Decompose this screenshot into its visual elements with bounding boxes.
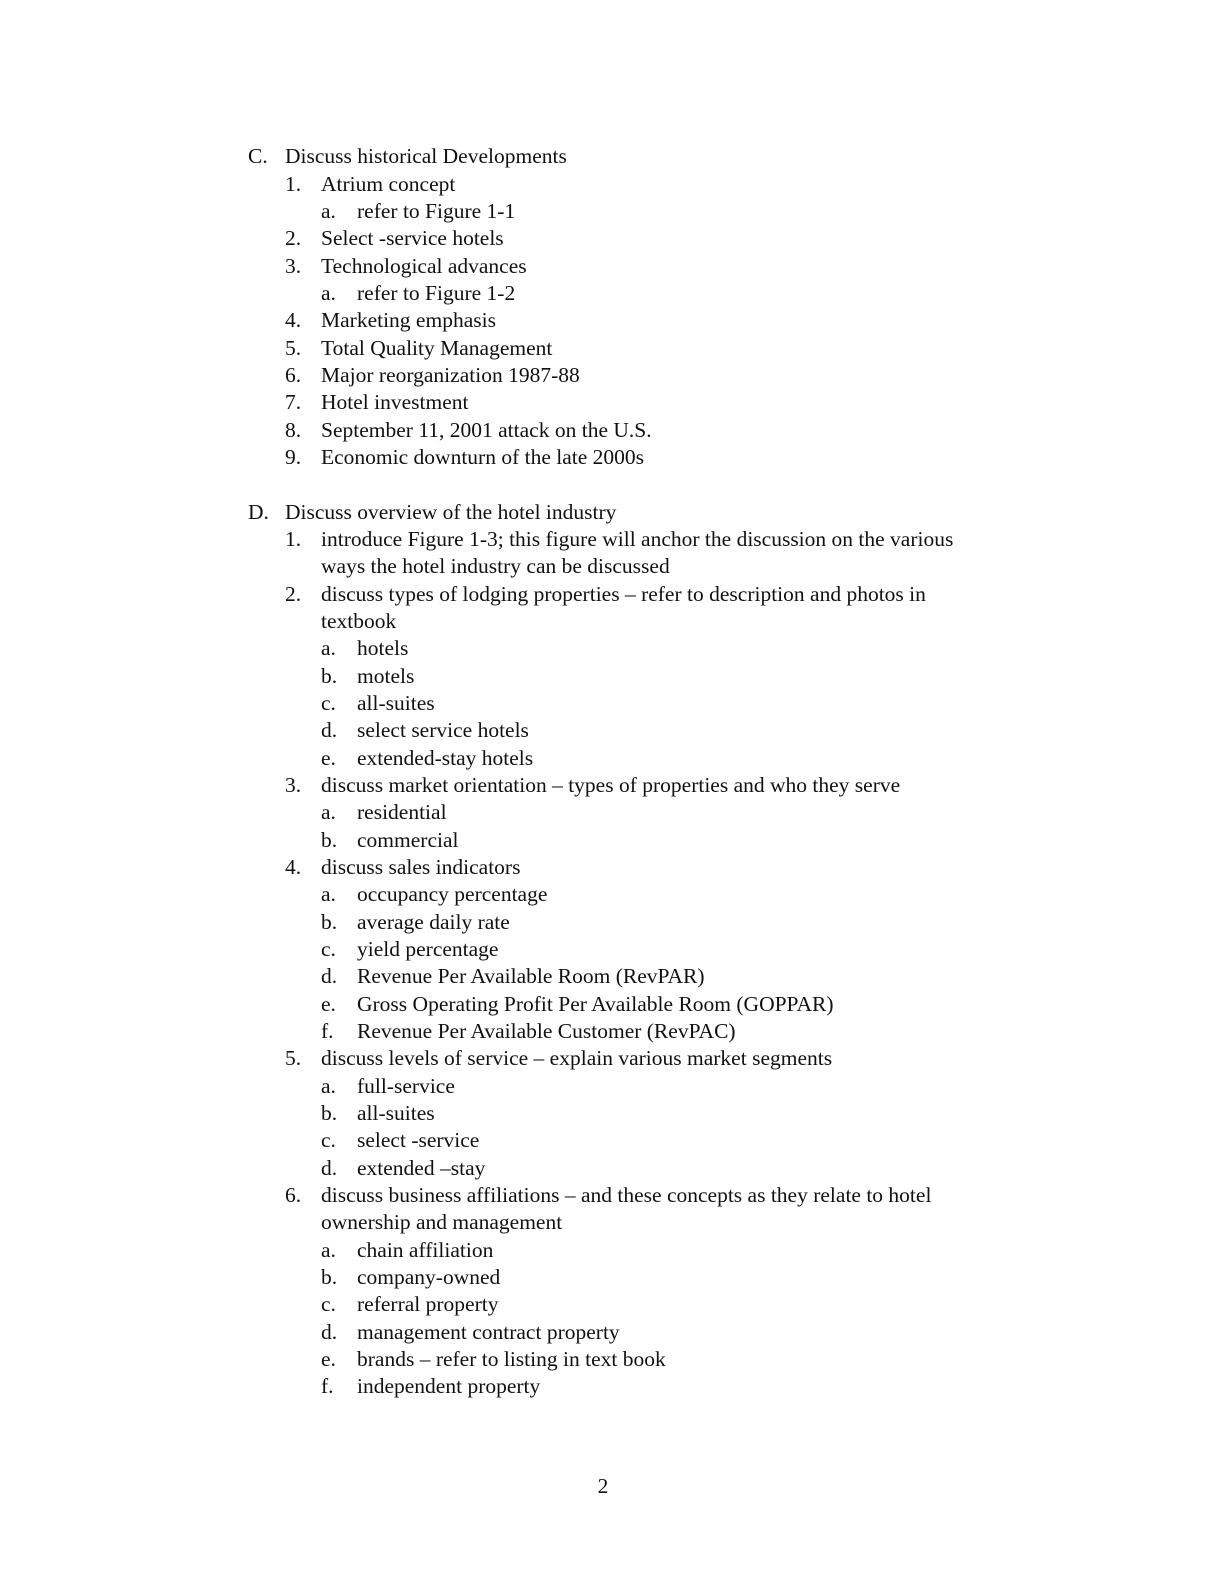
subitem-marker: e.	[321, 992, 336, 1016]
subitem-marker: b.	[321, 828, 338, 852]
subitem-text: hotels	[357, 636, 409, 660]
subitem-marker: a.	[321, 636, 336, 660]
subitem-marker: a.	[321, 281, 336, 305]
subitem-text: extended-stay hotels	[357, 746, 534, 770]
item-marker: 1.	[285, 527, 302, 551]
subitem-marker: d.	[321, 964, 338, 988]
subitem-text: chain affiliation	[357, 1238, 494, 1262]
subitem-text: all-suites	[357, 691, 435, 715]
subitem-marker: c.	[321, 1292, 336, 1316]
subitem-marker: e.	[321, 1347, 336, 1371]
subitem-text: extended –stay	[357, 1156, 486, 1180]
section-marker: C.	[248, 144, 268, 168]
subitem-text: Revenue Per Available Room (RevPAR)	[357, 964, 705, 988]
item-text: Major reorganization 1987-88	[321, 363, 580, 387]
subitem-marker: c.	[321, 1128, 336, 1152]
item-marker: 1.	[285, 172, 302, 196]
subitem-text: refer to Figure 1-1	[357, 199, 516, 223]
item-text-continuation: textbook	[321, 609, 397, 633]
item-text-continuation: ownership and management	[321, 1210, 563, 1234]
subitem-marker: b.	[321, 1265, 338, 1289]
subitem-text: commercial	[357, 828, 459, 852]
subitem-text: Revenue Per Available Customer (RevPAC)	[357, 1019, 736, 1043]
item-text-continuation: ways the hotel industry can be discussed	[321, 554, 670, 578]
subitem-text: residential	[357, 800, 447, 824]
item-text: September 11, 2001 attack on the U.S.	[321, 418, 652, 442]
subitem-text: select -service	[357, 1128, 480, 1152]
subitem-marker: c.	[321, 937, 336, 961]
subitem-text: company-owned	[357, 1265, 501, 1289]
subitem-marker: a.	[321, 199, 336, 223]
subitem-text: yield percentage	[357, 937, 499, 961]
subitem-marker: e.	[321, 746, 336, 770]
item-text: discuss market orientation – types of properties and who they serve	[321, 773, 901, 797]
item-marker: 3.	[285, 773, 302, 797]
subitem-marker: b.	[321, 910, 338, 934]
subitem-text: independent property	[357, 1374, 541, 1398]
subitem-marker: b.	[321, 1101, 338, 1125]
subitem-text: brands – refer to listing in text book	[357, 1347, 666, 1371]
item-text: discuss sales indicators	[321, 855, 521, 879]
subitem-text: refer to Figure 1-2	[357, 281, 516, 305]
subitem-marker: f.	[321, 1019, 334, 1043]
subitem-text: motels	[357, 664, 415, 688]
subitem-marker: a.	[321, 1238, 336, 1262]
item-text: Economic downturn of the late 2000s	[321, 445, 645, 469]
subitem-marker: c.	[321, 691, 336, 715]
section-marker: D.	[248, 500, 269, 524]
subitem-marker: d.	[321, 718, 338, 742]
item-marker: 2.	[285, 582, 302, 606]
item-marker: 6.	[285, 363, 302, 387]
item-text: Atrium concept	[321, 172, 456, 196]
item-text: Marketing emphasis	[321, 308, 496, 332]
subitem-text: full-service	[357, 1074, 455, 1098]
subitem-text: select service hotels	[357, 718, 529, 742]
item-marker: 2.	[285, 226, 302, 250]
item-marker: 6.	[285, 1183, 302, 1207]
subitem-marker: d.	[321, 1156, 338, 1180]
item-marker: 7.	[285, 390, 302, 414]
subitem-marker: a.	[321, 1074, 336, 1098]
subitem-text: all-suites	[357, 1101, 435, 1125]
item-text: Technological advances	[321, 254, 527, 278]
item-text: Hotel investment	[321, 390, 469, 414]
item-text: Select -service hotels	[321, 226, 504, 250]
subitem-text: management contract property	[357, 1320, 620, 1344]
subitem-marker: a.	[321, 882, 336, 906]
section-title: Discuss overview of the hotel industry	[285, 500, 617, 524]
item-marker: 5.	[285, 1046, 302, 1070]
item-marker: 8.	[285, 418, 302, 442]
subitem-text: occupancy percentage	[357, 882, 548, 906]
item-text: discuss levels of service – explain various market segments	[321, 1046, 833, 1070]
item-marker: 4.	[285, 308, 302, 332]
subitem-marker: a.	[321, 800, 336, 824]
page-number: 2	[597, 1474, 609, 1498]
subitem-marker: b.	[321, 664, 338, 688]
item-marker: 4.	[285, 855, 302, 879]
subitem-text: referral property	[357, 1292, 499, 1316]
item-marker: 9.	[285, 445, 302, 469]
subitem-marker: d.	[321, 1320, 338, 1344]
item-marker: 5.	[285, 336, 302, 360]
section-title: Discuss historical Developments	[285, 144, 567, 168]
item-text: discuss business affiliations – and these concepts as they relate to hotel	[321, 1183, 932, 1207]
item-text: Total Quality Management	[321, 336, 553, 360]
subitem-marker: f.	[321, 1374, 334, 1398]
subitem-text: Gross Operating Profit Per Available Room (GOPPAR)	[357, 992, 834, 1016]
item-text: introduce Figure 1-3; this figure will anchor the discussion on the various	[321, 527, 954, 551]
subitem-text: average daily rate	[357, 910, 510, 934]
item-marker: 3.	[285, 254, 302, 278]
item-text: discuss types of lodging properties – refer to description and photos in	[321, 582, 926, 606]
